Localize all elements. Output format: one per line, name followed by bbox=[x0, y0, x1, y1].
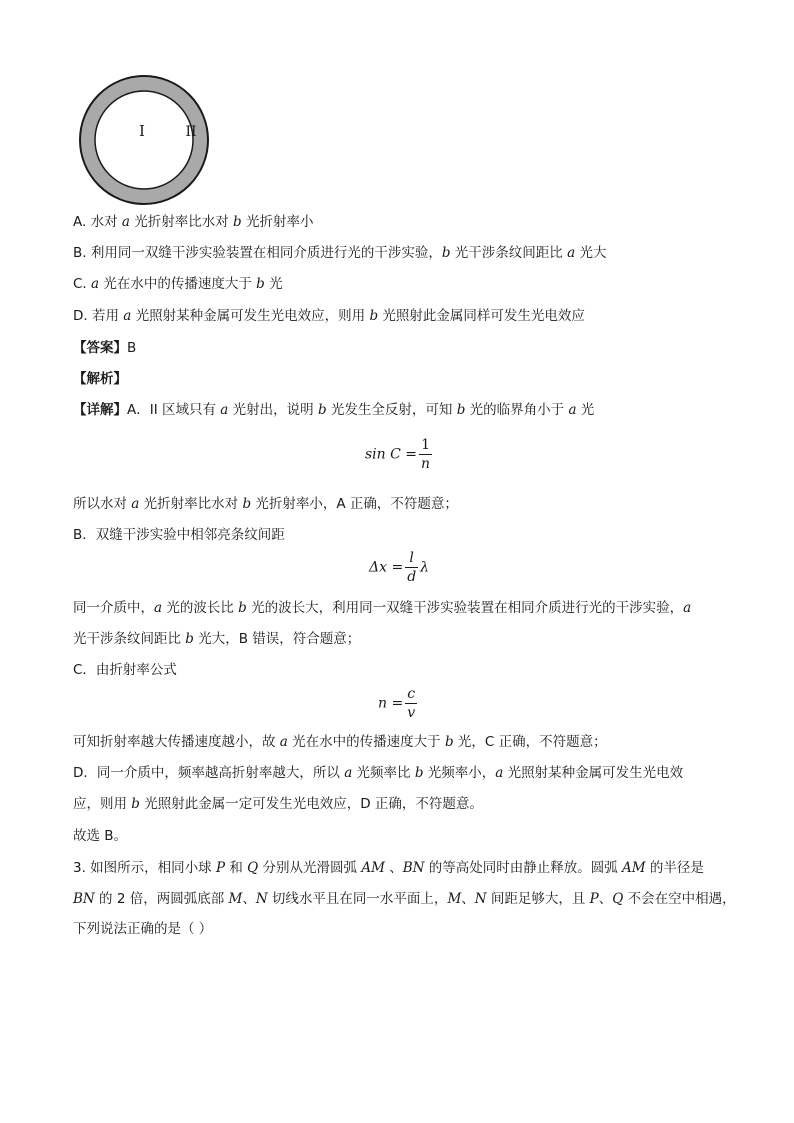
formula-delta-x: Δx = $\frac{l}{d}$ λ bbox=[369, 550, 430, 585]
detail-d-line-2: 应，则用 b 光照射此金属一定可发生光电效应，D 正确，不符题意。 bbox=[73, 796, 483, 812]
answer-value: B bbox=[127, 340, 137, 356]
fraction-one-over-n: $\frac{1}{n}$ bbox=[421, 437, 431, 472]
ring-diagram bbox=[76, 72, 212, 208]
option-a: A. 水对 a 光折射率比水对 b 光折射率小 bbox=[73, 214, 314, 230]
answer-tag: 【答案】 bbox=[73, 340, 127, 356]
region-label-i: I bbox=[139, 122, 145, 140]
formula-n-c-v: n = $\frac{c}{v}$ bbox=[378, 686, 416, 721]
detail-a-line: 【详解】A．II 区域只有 a 光射出，说明 b 光发生全反射，可知 b 光的临界角小于 a 光 bbox=[73, 402, 595, 418]
question-3-line-3: 下列说法正确的是（ ） bbox=[73, 921, 213, 937]
option-d: D. 若用 a 光照射某种金属可发生光电效应，则用 b 光照射此金属同样可发生光电效应 bbox=[73, 308, 585, 324]
answer-line bbox=[73, 338, 136, 358]
region-label-ii: II bbox=[185, 124, 197, 140]
analysis-tag: 【解析】 bbox=[73, 371, 127, 387]
inner-disc-region bbox=[95, 91, 193, 189]
option-c: C. a 光在水中的传播速度大于 b 光 bbox=[73, 276, 283, 292]
formula-sin-c: sin C = $\frac{1}{n}$ bbox=[365, 437, 431, 472]
question-3-line-1: 3. 如图所示，相同小球 P 和 Q 分别从光滑圆弧 AM 、BN 的等高处同时由静止释放。圆弧 AM 的半径是 bbox=[73, 860, 704, 876]
detail-tag: 【详解】 bbox=[73, 402, 127, 418]
detail-conclusion: 故选 B。 bbox=[73, 828, 128, 844]
detail-c-conclusion: 可知折射率越大传播速度越小，故 a 光在水中的传播速度大于 b 光，C 正确，不符题意； bbox=[73, 734, 607, 750]
detail-a-conclusion: 所以水对 a 光折射率比水对 b 光折射率小，A 正确，不符题意； bbox=[73, 496, 458, 512]
detail-b-intro: B．双缝干涉实验中相邻亮条纹间距 bbox=[73, 527, 285, 543]
fraction-l-over-d: $\frac{l}{d}$ bbox=[407, 550, 417, 585]
detail-b-conclusion-1: 同一介质中，a 光的波长比 b 光的波长大，利用同一双缝干涉实验装置在相同介质进行光的干涉实验，a bbox=[73, 600, 692, 616]
detail-c-intro: C．由折射率公式 bbox=[73, 662, 177, 678]
detail-b-conclusion-2: 光干涉条纹间距比 b 光大，B 错误，符合题意； bbox=[73, 631, 361, 647]
question-3-line-2: BN 的 2 倍，两圆弧底部 M、N 切线水平且在同一水平面上，M、N 间距足够大，且 P、Q 不会在空中相遇， bbox=[73, 891, 736, 907]
analysis-line bbox=[73, 369, 127, 389]
option-b: B. 利用同一双缝干涉实验装置在相同介质进行光的干涉实验，b 光干涉条纹间距比 a 光大 bbox=[73, 245, 607, 261]
detail-d-line-1: D．同一介质中，频率越高折射率越大，所以 a 光频率比 b 光频率小，a 光照射某种金属可发生光电效 bbox=[73, 765, 684, 781]
fraction-c-over-v: $\frac{c}{v}$ bbox=[407, 686, 416, 721]
